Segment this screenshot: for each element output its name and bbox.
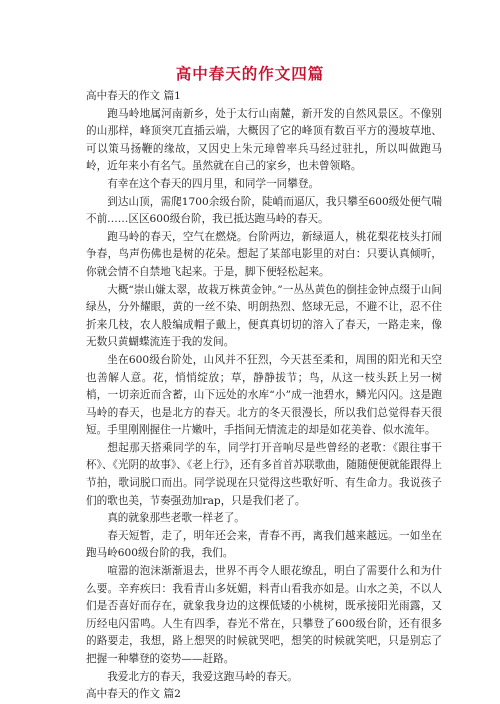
section-heading: 高中春天的作文 篇2 (86, 688, 181, 701)
document-body (86, 88, 442, 704)
paragraph: 到达山顶，需爬1700余级台阶，陡峭而逼仄，我只攀至600级处便气喘不前……区区600级台阶，我已抵达跑马岭的春天。 (86, 195, 442, 226)
paragraph: 真的就象那些老歌一样老了。 (107, 512, 245, 525)
paragraph: 想起那天搭乘同学的车，同学打开音响尽是些曾经的老歌：《跟往事干杯》、《光阴的故事》、《老上行》，还有多首首苏联歌曲，随随便便就能跟得上节拍，歌词脱口而出。同学说现在只觉得这些歌好听、有生命力。我说孩子们的歌也美，节奏强劲加rap，只是我们老了。 (86, 441, 442, 507)
document-title: 高中春天的作文四篇 (175, 64, 325, 83)
section-heading: 高中春天的作文 篇1 (86, 90, 181, 102)
paragraph: 跑马岭地属河南新乡，处于太行山南麓，新开发的自然风景区。不像别的山那样，峰顶突兀直插云端，大概因了它的峰顶有数百平方的漫坡草地、可以策马扬鞭的缘故，又因史上朱元璋曾率兵马经过驻扎，所以叫做跑马岭，近年来小有名气。虽然就在自己的家乡，也未曾领略。 (86, 107, 442, 173)
paragraph: 跑马岭的春天，空气在燃烧。台阶两边，新绿逼人，桃花梨花枝头打闹争春，鸟声伤佛也是树的花朵。想起了某部电影里的对白：只要认真倾听，你就会情不自禁地飞起来。于是，脚下便轻松起来。 (86, 230, 442, 278)
paragraph: 我爱北方的春天，我爱这跑马岭的春天。 (107, 670, 298, 683)
paragraph: 有幸在这个春天的四月里，和同学一同攀登。 (107, 177, 320, 190)
paragraph: 春天短暂，走了，明年还会来，青春不再，离我们越来越远。一如坐在跑马岭600级台阶的我，我们。 (86, 529, 442, 560)
paragraph: 喧嚣的泡沫渐渐退去，世界不再令人眼花缭乱，明白了需要什么和为什么要。辛弃疾曰：我看青山多妩媚，料青山看我亦如是。山水之美，不以人们是否喜好而存在，就象我身边的这棵低矮的小桃树，既承接阳光雨露，又历经电闪雷鸣。人生有四季，春光不常在，只攀登了600级台阶，还有很多的路要走，我想，路上想哭的时候就哭吧，想笑的时候就笑吧，只是别忘了把握一种攀登的姿势——赶路。 (86, 565, 442, 665)
paragraph: 坐在600级台阶处，山风并不狂烈，今天甚至柔和，周围的阳光和天空也善解人意。花，悄悄绽放；草，静静拔节；鸟，从这一枝头跃上另一树梢，一切亲近而含蓄，山下远处的水库“小”成一池碧水，鳞光闪闪。这是跑马岭的春天，也是北方的春天。北方的冬天很漫长，所以我们总觉得春天很短。手里刚刚握住一片嫩叶，手指间无情流走的却是如花美眷、似水流年。 (86, 353, 442, 437)
paragraph: 大概“崇山嫌太翠，故栽万株黄金钟。”一丛丛黄色的倒挂金钟点缀于山间绿丛，分外耀眼，黄的一丝不染、明朗热烈、悠球无忌，不避不让，忍不住折来几枝，农人般编成帽子戴上，便真真切切的溶入了春天，一路走来，像无数只黄蝴蝶流连于我的发间。 (86, 283, 442, 349)
